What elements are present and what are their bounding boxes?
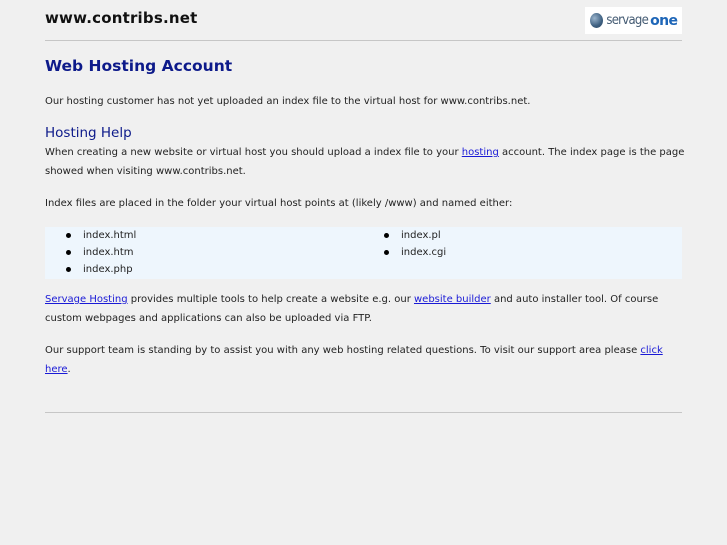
page-title: Web Hosting Account: [45, 57, 233, 75]
tools-text-after: and auto installer tool. Of course custom webpages and applications can also be uploaded via FTP.: [45, 294, 659, 324]
support-paragraph: [45, 342, 685, 379]
file-name: index.php: [83, 264, 133, 275]
support-text-before: Our support team is standing by to assist you with any web hosting related questions. To visit our support area please: [45, 345, 641, 356]
help-text-before: When creating a new website or virtual host you should upload a index file to your: [45, 147, 462, 158]
intro-text: Our hosting customer has not yet uploaded an index file to the virtual host for www.contribs.net.: [45, 96, 531, 107]
list-item: [66, 244, 136, 261]
bullet-icon: [66, 233, 71, 238]
logo-text-servage: servage: [605, 13, 648, 28]
site-title: www.contribs.net: [45, 9, 198, 27]
globe-icon: [590, 13, 603, 28]
file-name: index.html: [83, 230, 137, 241]
support-text-after: .: [67, 363, 71, 375]
hosting-help-paragraph: [45, 144, 685, 181]
index-files-list: [45, 227, 682, 279]
hosting-help-heading: Hosting Help: [45, 125, 132, 141]
list-item: [384, 244, 446, 261]
footer-divider: [45, 412, 682, 413]
index-files-text: Index files are placed in the folder your virtual host points at (likely /www) and named either:: [45, 198, 513, 209]
file-name: index.htm: [83, 247, 134, 258]
tools-text-mid: provides multiple tools to help create a website e.g. our: [127, 294, 414, 305]
bullet-icon: [66, 267, 71, 272]
help-text-after: account. The index page is the page showed when visiting www.contribs.net.: [45, 147, 685, 177]
hosting-link[interactable]: hosting: [461, 147, 499, 158]
list-item: [66, 227, 136, 244]
servage-hosting-link[interactable]: Servage Hosting: [45, 294, 128, 305]
logo-text-one: one: [650, 12, 678, 29]
bullet-icon: [384, 250, 389, 255]
servage-one-logo[interactable]: [585, 7, 682, 34]
website-builder-link[interactable]: website builder: [413, 294, 491, 305]
click-here-link[interactable]: click here: [45, 345, 663, 375]
index-files-column-1: [66, 227, 136, 278]
file-name: index.cgi: [401, 247, 447, 258]
bullet-icon: [66, 250, 71, 255]
file-name: index.pl: [401, 230, 441, 241]
index-files-column-2: [384, 227, 446, 261]
bullet-icon: [384, 233, 389, 238]
header-divider: [45, 40, 682, 41]
list-item: [384, 227, 446, 244]
tools-paragraph: [45, 291, 685, 328]
list-item: [66, 261, 136, 278]
